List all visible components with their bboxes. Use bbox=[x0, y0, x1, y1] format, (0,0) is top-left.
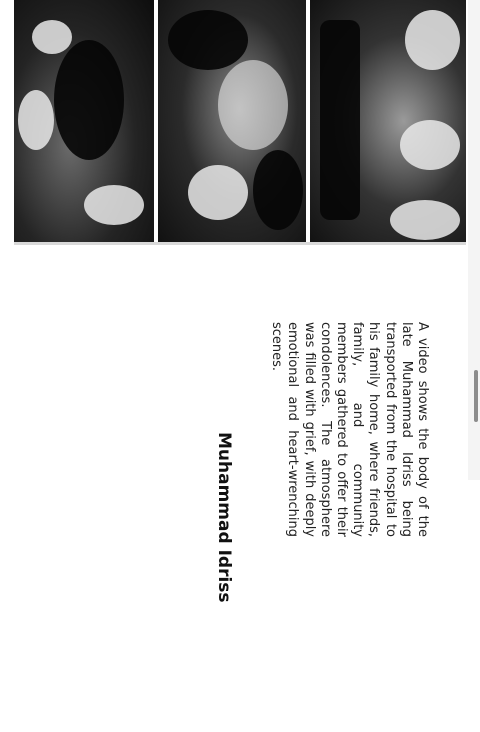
mourners-photo-3 bbox=[310, 0, 466, 242]
mourners-photo-1 bbox=[14, 0, 154, 242]
scrollbar-thumb[interactable] bbox=[474, 370, 478, 422]
article-heading: Muhammad Idriss bbox=[214, 432, 234, 603]
photo-strip-border bbox=[14, 242, 466, 245]
photo-strip bbox=[14, 0, 466, 242]
mourners-photo-2 bbox=[158, 0, 306, 242]
article-body: A video shows the body of the late Muhammad Idriss being transported from the hospital to his family home, where friends, family, and community members gathered to offer their condolences. The atmosphere was filled with grief, with deeply emotional and heart-wrenching scenes. bbox=[269, 322, 430, 537]
